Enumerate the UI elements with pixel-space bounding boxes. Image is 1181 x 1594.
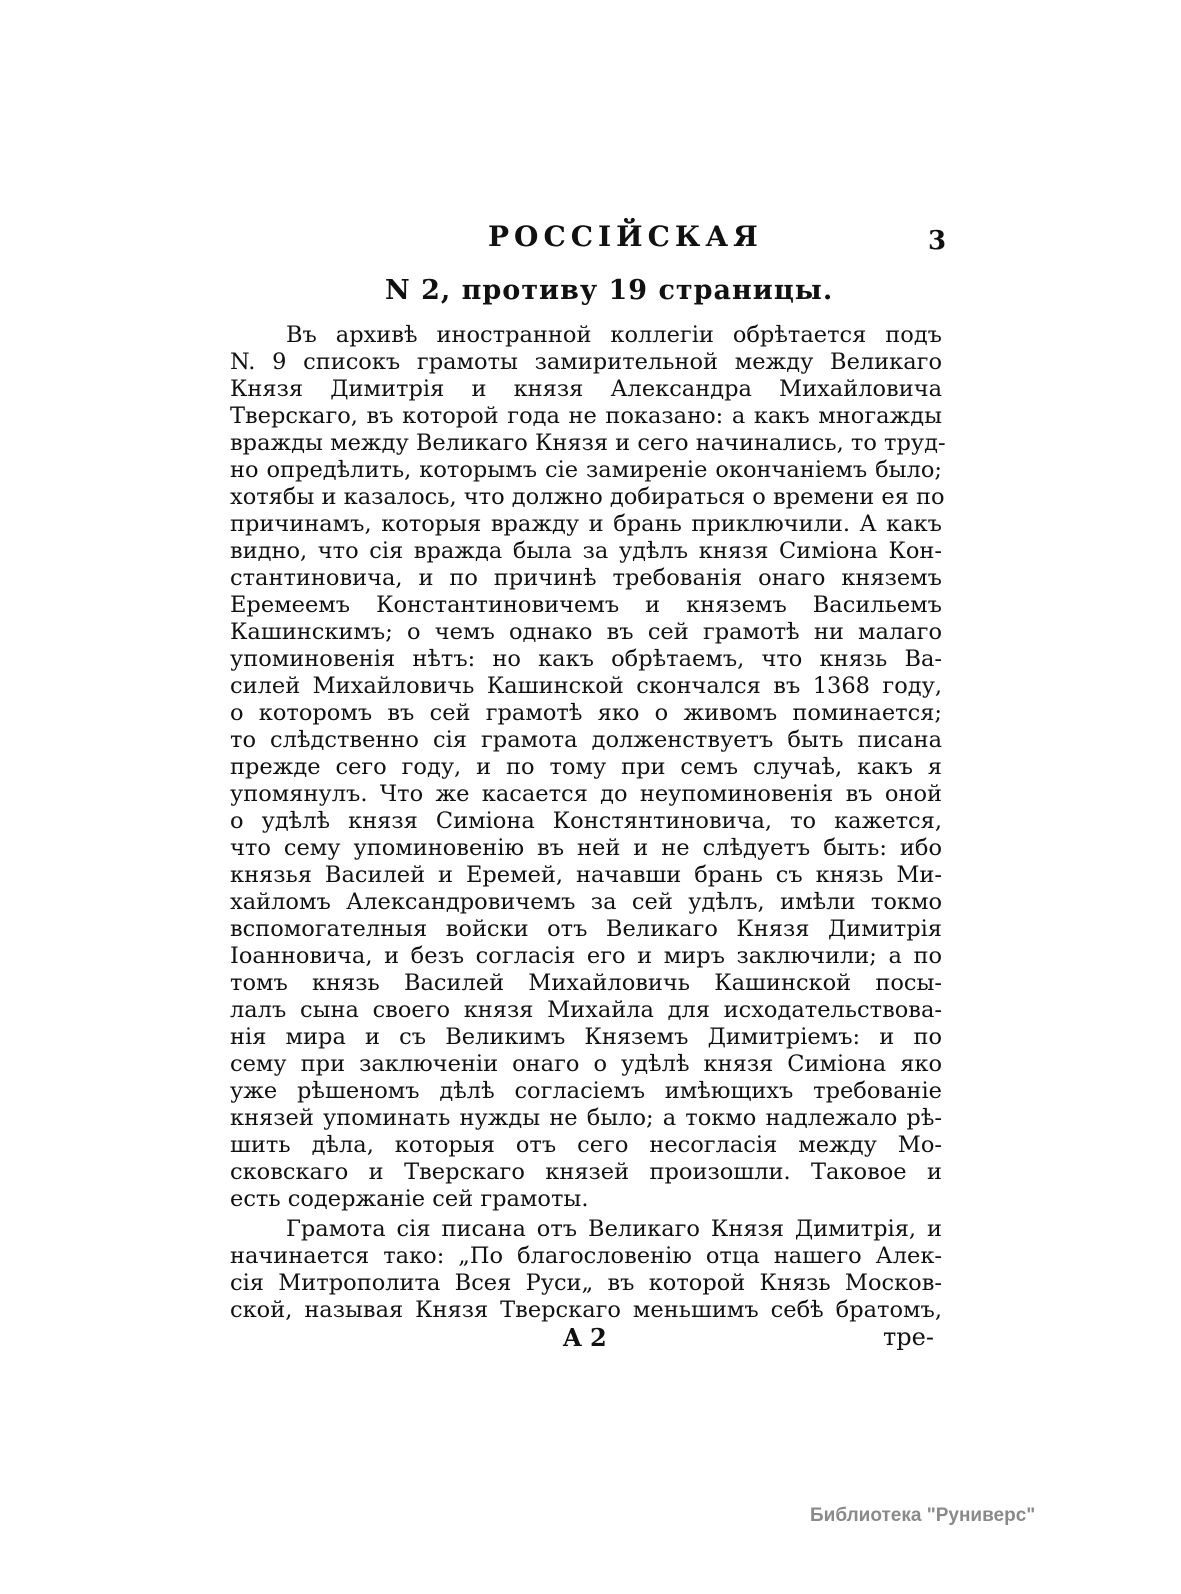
text-line: сему при заключеніи онаго о удѣлѣ князя Симіона яко [230, 1051, 942, 1077]
text-line: Кашинскимъ; о чемъ однако въ сей грамотѣ ни малаго [230, 619, 942, 645]
text-line: уже рѣшеномъ дѣлѣ согласіемъ имѣющихъ требованіе [230, 1078, 942, 1104]
text-line: лалъ сына своего князя Михайла для исходательствова- [230, 997, 942, 1023]
text-line: ской, называя Князя Тверскаго меньшимъ себѣ братомъ, [230, 1297, 942, 1323]
text-line: сія Митрополита Всея Руси„ въ которой Князь Москов- [230, 1270, 942, 1296]
text-line: Тверскаго, въ которой года не показано: а какъ многажды [230, 403, 942, 429]
text-line: стантиновича, и по причинѣ требованія онаго княземъ [230, 565, 942, 591]
text-line: причинамъ, которыя вражду и брань приключили. А какъ [230, 511, 942, 537]
text-line: Еремеемъ Константиновичемъ и княземъ Васильемъ [230, 592, 942, 618]
text-line: N. 9 списокъ грамоты замирительной между Великаго [230, 349, 942, 375]
text-line: Князя Димитрія и князя Александра Михайловича [230, 376, 942, 402]
text-line: что сему упоминовенію въ ней и не слѣдуетъ быть: ибо [230, 835, 942, 861]
text-line: нія мира и съ Великимъ Княземъ Димитріемъ: и по [230, 1024, 942, 1050]
text-line: князей упоминать нужды не было; а токмо надлежало рѣ- [230, 1105, 942, 1131]
text-line: Грамота сія писана отъ Великаго Князя Димитрія, и [286, 1216, 942, 1242]
page-number: 3 [928, 226, 947, 256]
text-line: о удѣлѣ князя Симіона Констянтиновича, то кажется, [230, 808, 942, 834]
text-line: упоминовенія нѣтъ: но какъ обрѣтаемъ, что князь Ва- [230, 646, 942, 672]
text-line: силей Михайловичь Кашинской скончался въ 1368 году, [230, 673, 942, 699]
text-line: есть содержаніе сей грамоты. [230, 1186, 589, 1212]
text-line: томъ князь Василей Михайловичь Кашинской посы- [230, 970, 942, 996]
text-line: но опредѣлить, которымъ сіе замиреніе окончаніемъ было; [230, 457, 942, 483]
library-watermark: Библиотека "Руниверс" [810, 1505, 1036, 1526]
text-line: вспомогателныя войски отъ Великаго Князя Димитрія [230, 916, 942, 942]
text-line: то слѣдственно сія грамота долженствуетъ быть писана [230, 727, 942, 753]
signature-mark: A 2 [563, 1323, 607, 1352]
text-line: Іоанновича, и безъ согласія его и миръ заключили; а по [230, 943, 942, 969]
text-line: шить дѣла, которыя отъ сего несогласія между Мо- [230, 1132, 942, 1158]
text-line: Въ архивѣ иностранной коллегіи обрѣтается подъ [286, 322, 942, 348]
text-line: видно, что сія вражда была за удѣлъ князя Симіона Кон- [230, 538, 942, 564]
text-line: упомянулъ. Что же касается до неупоминовенія въ оной [230, 781, 942, 807]
text-line: сковскаго и Тверскаго князей произошли. Таковое и [230, 1159, 942, 1185]
text-line: вражды между Великаго Князя и сего начинались, то труд- [230, 430, 946, 456]
section-heading: N 2, противу 19 страницы. [385, 275, 834, 306]
catchword: тре- [883, 1323, 934, 1351]
text-line: хотябы и казалось, что должно добираться о времени ея по [230, 484, 945, 510]
text-line: начинается тако: „По благословенію отца нашего Алек- [230, 1243, 942, 1269]
text-line: князья Василей и Еремей, начавши брань съ князь Ми- [230, 862, 942, 888]
running-head: РОССІЙСКАЯ [488, 220, 763, 253]
text-line: прежде сего году, и по тому при семъ случаѣ, какъ я [230, 754, 942, 780]
text-line: о которомъ въ сей грамотѣ яко о живомъ поминается; [230, 700, 942, 726]
text-line: хайломъ Александровичемъ за сей удѣлъ, имѣли токмо [230, 889, 942, 915]
